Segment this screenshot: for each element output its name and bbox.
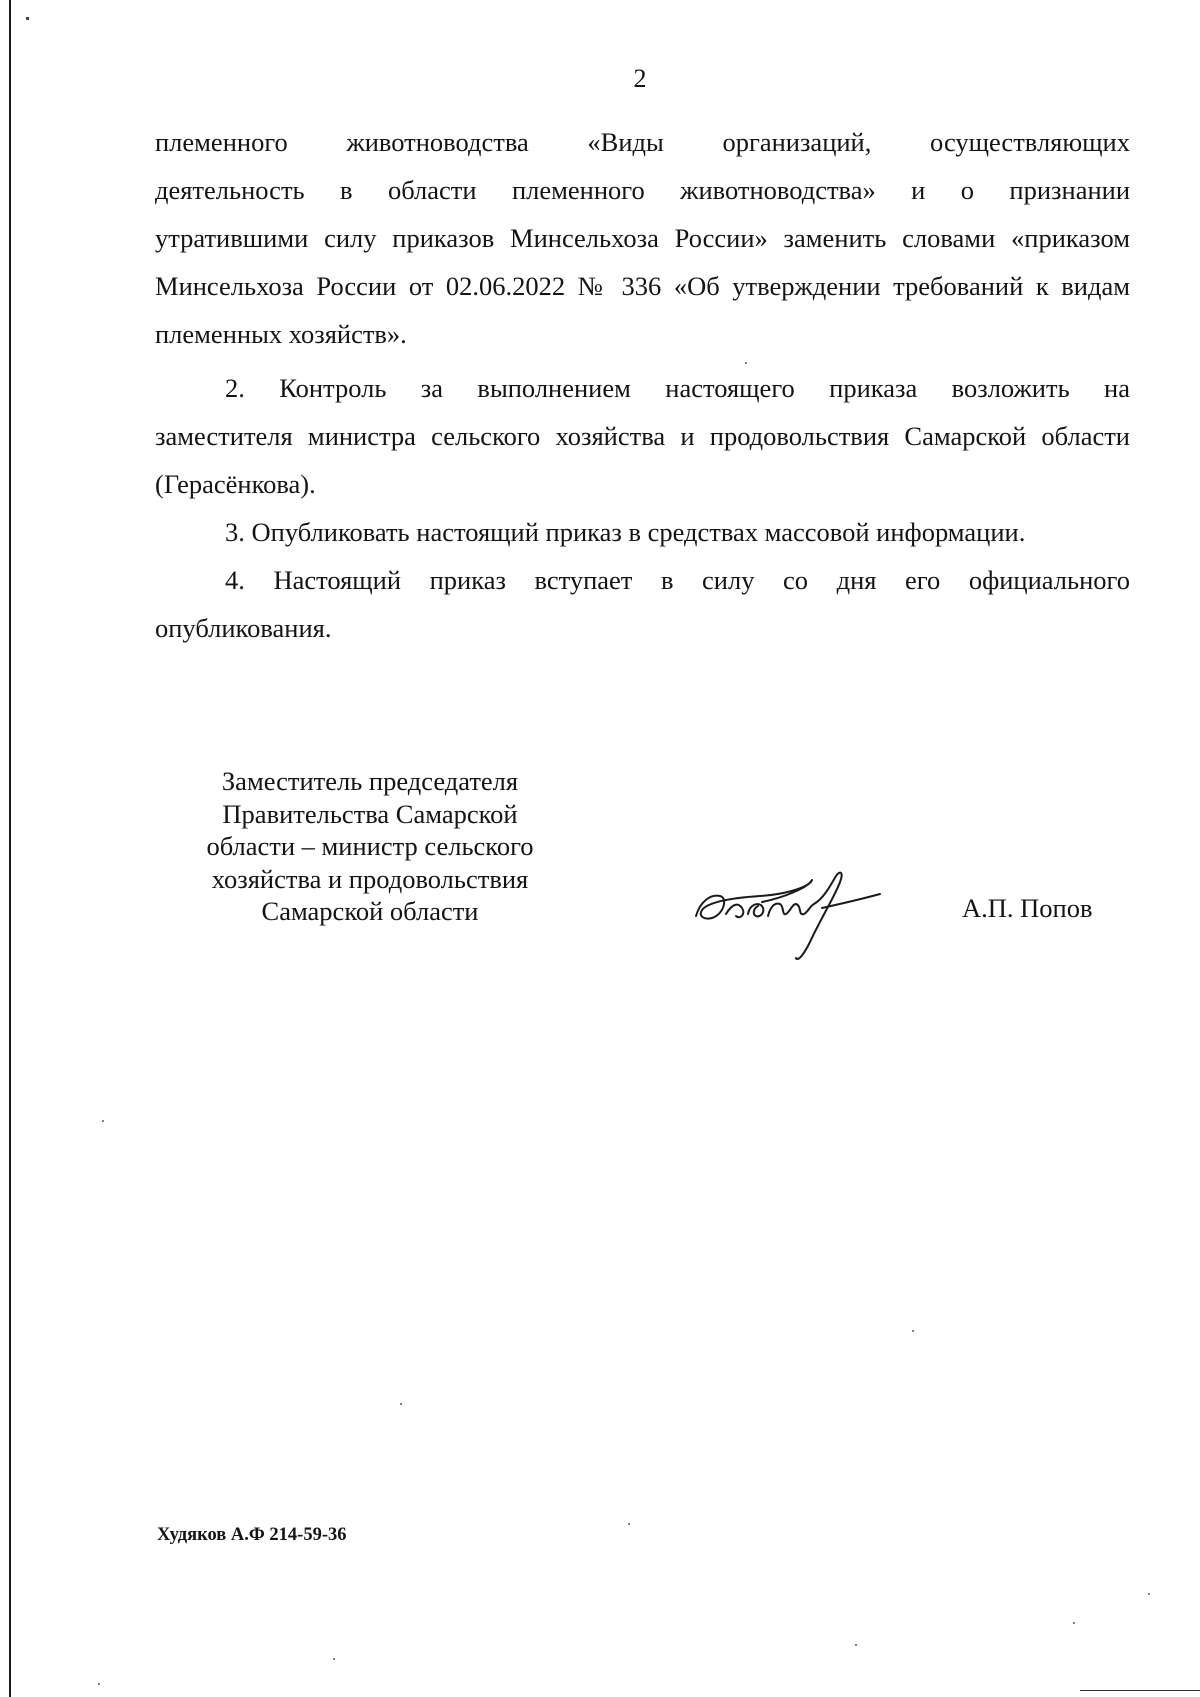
scan-speck bbox=[333, 1658, 335, 1660]
text-line: утратившими силу приказов Минсельхоза России» заменить словами «приказом bbox=[155, 223, 1130, 253]
position-line: Заместитель председателя bbox=[221, 766, 519, 796]
scan-speck bbox=[745, 362, 747, 364]
scan-speck bbox=[26, 17, 29, 20]
order-body bbox=[155, 118, 1130, 652]
text-line: опубликования. bbox=[155, 613, 332, 643]
text-line: племенных хозяйств». bbox=[155, 319, 407, 349]
page-number: 2 bbox=[633, 64, 647, 93]
text-line: Минсельхоза России от 02.06.2022 № 336 «Об утверждении требований к видам bbox=[155, 271, 1130, 301]
position-line: хозяйства и продовольствия bbox=[211, 863, 529, 894]
text-line: деятельность в области племенного животноводства» и о признании bbox=[155, 175, 1130, 205]
paragraph-3: 3. Опубликовать настоящий приказ в средствах массовой информации. bbox=[225, 517, 1026, 547]
scan-speck bbox=[912, 1330, 914, 1332]
text-line: заместителя министра сельского хозяйства и продовольствия Самарской области bbox=[155, 421, 1130, 451]
signatory-position bbox=[160, 765, 580, 928]
scan-left-edge bbox=[9, 0, 11, 1697]
scan-speck bbox=[98, 1683, 100, 1685]
paragraph-2: 2. Контроль за выполнением настоящего приказа возложить на bbox=[225, 373, 1130, 403]
handwritten-signature bbox=[690, 858, 890, 963]
signer-name: А.П. Попов bbox=[962, 893, 1093, 923]
text-line: (Герасёнкова). bbox=[155, 469, 316, 499]
text-line: племенного животноводства «Виды организаций, осуществляющих bbox=[155, 127, 1130, 157]
scan-speck bbox=[400, 1403, 402, 1405]
scan-speck bbox=[102, 1120, 104, 1122]
paragraph-4: 4. Настоящий приказ вступает в силу со дня его официального bbox=[225, 565, 1130, 595]
scan-speck bbox=[1148, 1593, 1150, 1595]
scan-bottom-edge bbox=[1080, 1690, 1200, 1691]
scan-speck bbox=[628, 1523, 630, 1525]
position-line: Правительства Самарской bbox=[222, 798, 518, 829]
scan-speck bbox=[855, 1644, 857, 1646]
scan-speck bbox=[1073, 1622, 1075, 1624]
executor-contact: Худяков А.Ф 214-59-36 bbox=[157, 1525, 347, 1545]
position-line: области – министр сельского bbox=[206, 831, 534, 861]
position-line: Самарской области bbox=[261, 896, 479, 926]
